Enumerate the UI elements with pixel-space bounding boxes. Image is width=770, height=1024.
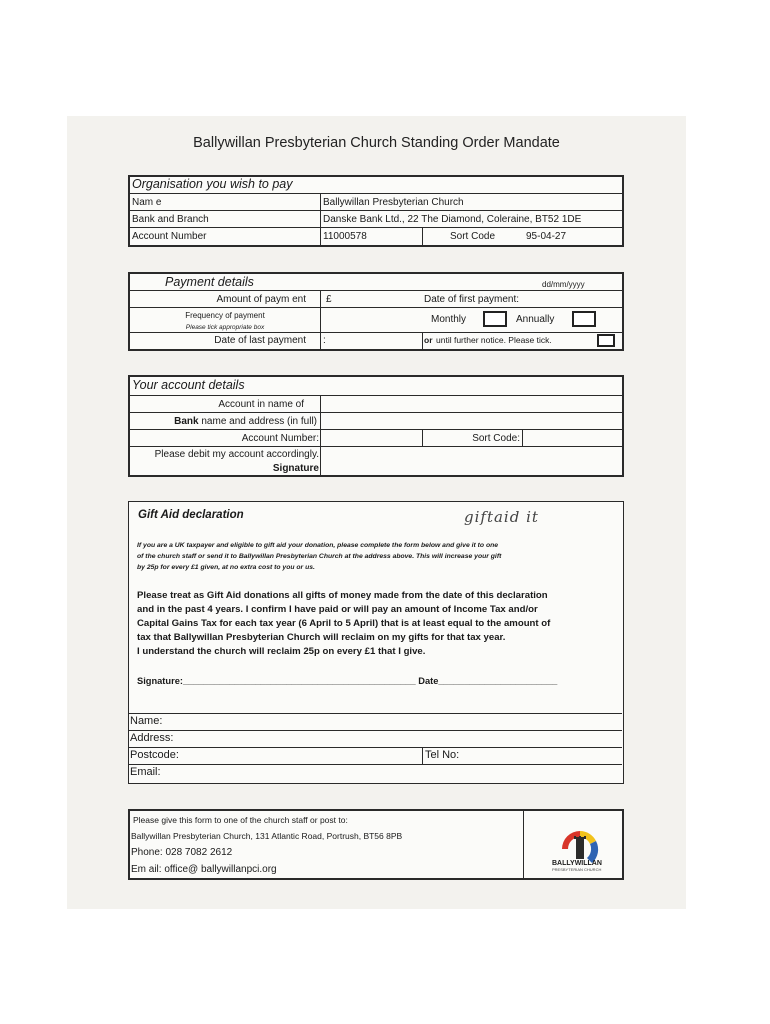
declaration-line-5: I understand the church will reclaim 25p on every £1 that I give. bbox=[137, 646, 426, 657]
organisation-heading: Organisation you wish to pay bbox=[132, 177, 293, 191]
declaration-line-3: Capital Gains Tax for each tax year (6 April to 5 April) that is at least equal to the amount of bbox=[137, 618, 551, 629]
amount-currency[interactable]: £ bbox=[326, 294, 332, 305]
org-sortcode-value: 95-04-27 bbox=[526, 231, 567, 242]
account-heading: Your account details bbox=[132, 378, 245, 392]
email-field[interactable] bbox=[169, 765, 619, 781]
declaration-line-4: tax that Ballywillan Presbyterian Church will reclaim on my gifts for that tax year. bbox=[137, 632, 506, 643]
footer-email: Em ail: office@ ballywillanpci.org bbox=[131, 864, 277, 875]
account-name-field[interactable] bbox=[321, 396, 622, 412]
gift-aid-signature-line[interactable]: Signature:_____________________________________________ Date_______________________ bbox=[137, 676, 558, 686]
footer-phone: Phone: 028 7082 2612 bbox=[131, 847, 233, 858]
postcode-field[interactable] bbox=[189, 748, 419, 764]
frequency-hint: Please tick appropriate box bbox=[185, 324, 265, 331]
footer-instruction: Please give this form to one of the church staff or post to: bbox=[133, 815, 348, 825]
address-label: Address: bbox=[130, 732, 174, 744]
org-name-value: Ballywillan Presbyterian Church bbox=[323, 197, 464, 208]
org-account-label: Account Number bbox=[132, 231, 207, 242]
account-bank-label bbox=[130, 416, 317, 428]
account-name-label: Account in name of bbox=[218, 399, 304, 410]
amount-label: Amount of paym ent bbox=[216, 294, 306, 305]
gift-aid-box bbox=[128, 501, 624, 784]
debit-label: Please debit my account accordingly. bbox=[154, 449, 319, 460]
address-field[interactable] bbox=[179, 731, 619, 747]
tel-label: Tel No: bbox=[425, 749, 460, 761]
payment-box bbox=[128, 272, 624, 351]
annually-label: Annually bbox=[516, 314, 555, 325]
org-bank-label: Bank and Branch bbox=[132, 214, 209, 225]
declaration-line-1: Please treat as Gift Aid donations all gifts of money made from the date of this declaration bbox=[137, 590, 548, 601]
until-notice-checkbox[interactable] bbox=[597, 334, 615, 347]
org-sortcode-label: Sort Code bbox=[450, 231, 496, 242]
org-account-value: 11000578 bbox=[323, 231, 367, 242]
name-field[interactable] bbox=[169, 714, 619, 730]
annually-checkbox[interactable] bbox=[572, 311, 596, 327]
email-label: Email: bbox=[130, 766, 161, 778]
bank-label-bold: Bank bbox=[174, 416, 199, 427]
tel-field[interactable] bbox=[469, 748, 619, 764]
gift-aid-intro-1: If you are a UK taxpayer and eligible to gift aid your donation, please complete the form below and give it to one bbox=[137, 542, 499, 549]
gift-aid-intro-2: of the church staff or send it to Ballywillan Presbyterian Church at the address above. This will increase your gift bbox=[137, 553, 502, 560]
org-bank-value: Danske Bank Ltd., 22 The Diamond, Coleraine, BT52 1DE bbox=[323, 214, 582, 225]
account-bank-field[interactable] bbox=[321, 413, 622, 429]
logo-subtitle: PRESBYTERIAN CHURCH bbox=[552, 867, 602, 872]
declaration-line-2: and in the past 4 years. I confirm I have paid or will pay an amount of Income Tax and/or bbox=[137, 604, 538, 615]
account-number-field[interactable] bbox=[321, 430, 422, 446]
until-notice-label: until further notice. Please tick. bbox=[436, 335, 552, 345]
monthly-checkbox[interactable] bbox=[483, 311, 507, 327]
date-format-hint: dd/mm/yyyy bbox=[542, 280, 585, 289]
organisation-box bbox=[128, 175, 624, 247]
payment-heading: Payment details bbox=[165, 275, 254, 289]
or-label: or bbox=[424, 335, 433, 345]
account-sortcode-field[interactable] bbox=[523, 430, 622, 446]
account-number-label: Account Number: bbox=[241, 433, 319, 444]
frequency-label: Frequency of payment bbox=[185, 311, 265, 320]
church-logo bbox=[540, 815, 620, 875]
first-payment-label: Date of first payment: bbox=[424, 294, 520, 305]
last-payment-colon[interactable]: : bbox=[323, 335, 326, 346]
monthly-label: Monthly bbox=[431, 314, 467, 325]
form-page bbox=[67, 116, 686, 909]
logo-name: BALLYWILLAN bbox=[552, 860, 602, 867]
account-signature-field[interactable] bbox=[321, 447, 622, 475]
postcode-label: Postcode: bbox=[130, 749, 179, 761]
bank-label-rest: name and address (in full) bbox=[201, 416, 317, 427]
gift-aid-heading: Gift Aid declaration bbox=[138, 509, 244, 521]
name-label: Name: bbox=[130, 715, 163, 727]
account-box bbox=[128, 375, 624, 477]
giftaid-logo: giftaid it bbox=[464, 508, 539, 526]
org-name-label: Nam e bbox=[132, 197, 162, 208]
page-title: Ballywillan Presbyterian Church Standing Order Mandate bbox=[193, 135, 560, 151]
account-sortcode-label: Sort Code: bbox=[472, 433, 520, 444]
signature-label: Signature bbox=[272, 463, 319, 474]
last-payment-label: Date of last payment bbox=[214, 335, 306, 346]
footer-address: Ballywillan Presbyterian Church, 131 Atlantic Road, Portrush, BT56 8PB bbox=[131, 831, 403, 841]
gift-aid-intro-3: by 25p for every £1 given, at no extra cost to you or us. bbox=[137, 564, 315, 571]
footer-box bbox=[128, 809, 624, 880]
